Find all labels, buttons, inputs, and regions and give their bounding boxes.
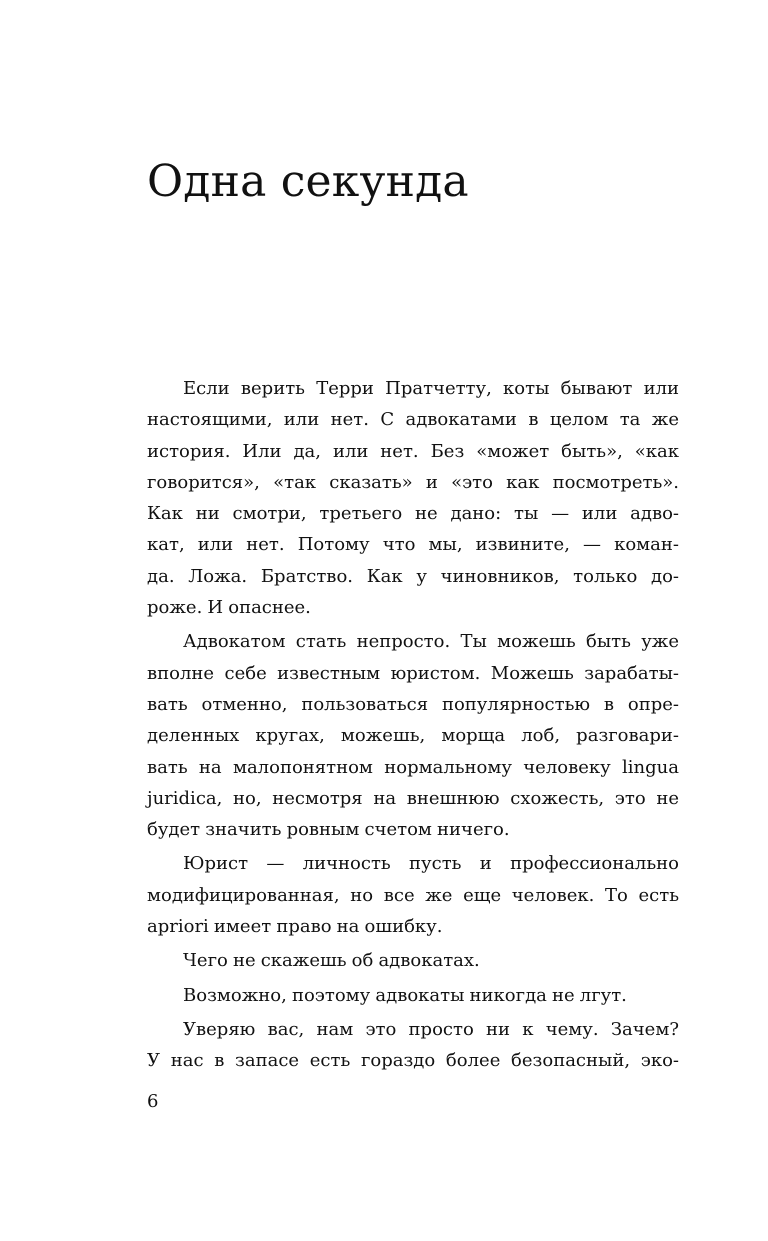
page-number: 6 xyxy=(147,1091,159,1112)
text-line: деленных кругах, можешь, морща лоб, разговари- xyxy=(147,725,679,747)
text-line: Как ни смотри, третьего не дано: ты — или адво- xyxy=(147,503,679,525)
text-line: Юрист — личность пусть и профессионально xyxy=(183,853,679,875)
text-line: У нас в запасе есть гораздо более безопасный, эко- xyxy=(147,1050,679,1072)
text-line: вать на малопонятном нормальному человеку lingua xyxy=(147,756,679,778)
text-line: juridica, но, несмотря на внешнюю схожесть, это не xyxy=(147,787,679,809)
text-line: модифицированная, но все же еще человек. То есть xyxy=(147,884,679,906)
text-line: настоящими, или нет. С адвокатами в целом та же xyxy=(147,409,679,431)
text-line: говорится», «так сказать» и «это как посмотреть». xyxy=(147,471,679,493)
text-line: будет значить ровным счетом ничего. xyxy=(147,819,510,841)
text-line: да. Ложа. Братство. Как у чиновников, только до- xyxy=(147,565,679,587)
text-line: Возможно, поэтому адвокаты никогда не лгут. xyxy=(183,984,627,1006)
body-text xyxy=(147,373,679,1077)
chapter-title: Одна секунда xyxy=(147,156,469,207)
text-line: Если верить Терри Пратчетту, коты бывают или xyxy=(183,378,679,399)
text-line: кат, или нет. Потому что мы, извините, — коман- xyxy=(147,534,679,556)
text-line: роже. И опаснее. xyxy=(147,597,311,619)
text-line: вполне себе известным юристом. Можешь зарабаты- xyxy=(147,662,679,684)
text-line: Чего не скажешь об адвокатах. xyxy=(183,950,480,972)
text-line: история. Или да, или нет. Без «может быть», «как xyxy=(147,440,679,462)
text-line: Уверяю вас, нам это просто ни к чему. Зачем? xyxy=(183,1018,679,1040)
text-line: apriori имеет право на ошибку. xyxy=(147,916,443,938)
text-line: Адвокатом стать непросто. Ты можешь быть уже xyxy=(183,631,679,653)
text-line: вать отменно, пользоваться популярностью в опре- xyxy=(147,693,679,715)
